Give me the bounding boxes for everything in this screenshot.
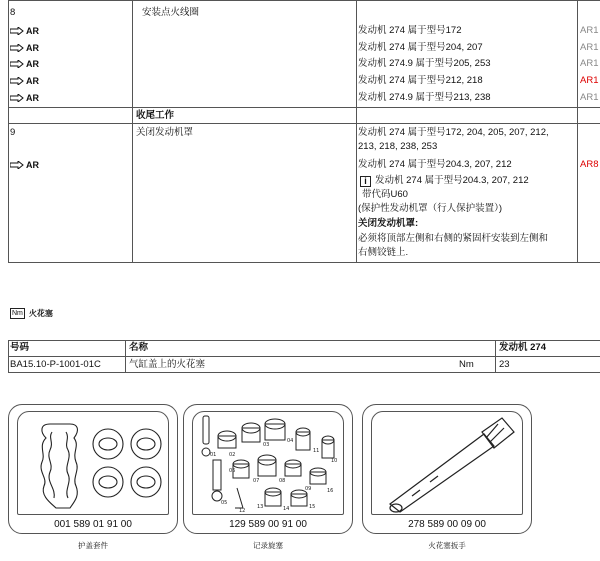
svg-text:04: 04 [287, 438, 294, 444]
table-rule [8, 107, 600, 108]
svg-text:02: 02 [229, 452, 236, 458]
torque-code-link[interactable]: BA15.10-P-1001-01C [10, 359, 101, 370]
info-icon: i [360, 176, 371, 187]
table-divider [356, 0, 357, 262]
ar-reference-tag [10, 59, 39, 69]
pointing-hand-icon [10, 60, 24, 68]
svg-text:15: 15 [309, 504, 316, 510]
table-border [8, 340, 9, 373]
note-text: 必须将顶部左侧和右侧的紧固杆安装到左侧和 [358, 233, 549, 244]
table-divider [132, 0, 133, 262]
ar-reference-tag [10, 160, 39, 170]
ar-document-link[interactable]: AR1 [580, 42, 599, 53]
ar-label: AR [26, 43, 39, 53]
ar-document-link[interactable]: AR1 [580, 58, 599, 69]
ar-document-link[interactable]: AR1 [580, 75, 599, 86]
section-header: 收尾工作 [136, 110, 175, 121]
table-rule [8, 123, 600, 124]
torque-title-text: 火花塞 [28, 309, 53, 318]
table-border [8, 0, 9, 262]
tool-caption: 火花塞扳手 [428, 541, 466, 550]
pointing-hand-icon [10, 77, 24, 85]
svg-text:05: 05 [221, 500, 228, 506]
svg-text:12: 12 [239, 508, 246, 514]
pointing-hand-icon [10, 27, 24, 35]
torque-section-title [10, 308, 53, 319]
engine-model-text: 发动机 274 属于型号172 [358, 25, 462, 36]
code-note: 带代码U60 [362, 189, 408, 200]
step-title: 安装点火线圈 [142, 7, 200, 18]
table-rule [8, 0, 600, 1]
column-header-code: 号码 [10, 342, 30, 353]
tool-part-number: 278 589 00 09 00 [408, 519, 486, 530]
plug-set-icon [193, 412, 344, 515]
tool-card-cover-set[interactable] [8, 404, 178, 534]
svg-text:01: 01 [210, 452, 217, 458]
engine-model-text: 发动机 274.9 属于型号213, 238 [358, 92, 491, 103]
step-title: 关闭发动机罩 [136, 127, 194, 138]
ar-document-link[interactable]: AR8 [580, 159, 599, 170]
svg-text:11: 11 [313, 448, 320, 454]
ar-reference-tag [10, 43, 39, 53]
tool-image-frame [371, 411, 523, 515]
table-rule [8, 356, 600, 357]
step-number: 9 [10, 127, 16, 138]
info-note-text: 发动机 274 属于型号204.3, 207, 212 [375, 175, 529, 186]
ar-reference-tag [10, 76, 39, 86]
pointing-hand-icon [10, 94, 24, 102]
tool-caption: 护盖套件 [78, 541, 108, 550]
tool-image-frame [17, 411, 169, 515]
ar-label: AR [26, 76, 39, 86]
work-step-table [8, 0, 600, 262]
svg-text:10: 10 [331, 458, 338, 464]
table-divider [125, 340, 126, 373]
tool-part-number: 001 589 01 91 00 [54, 519, 132, 530]
svg-text:16: 16 [327, 488, 334, 494]
table-rule [8, 372, 600, 373]
torque-item-name: 气缸盖上的火花塞 [129, 359, 206, 370]
engine-model-text: 213, 218, 238, 253 [358, 141, 438, 152]
info-note [360, 175, 529, 187]
ar-label: AR [26, 26, 39, 36]
ar-label: AR [26, 160, 39, 170]
cover-set-icon [18, 412, 169, 515]
tool-part-number: 129 589 00 91 00 [229, 519, 307, 530]
svg-text:03: 03 [263, 442, 270, 448]
svg-text:14: 14 [283, 506, 290, 512]
paren-note: (保护性发动机罩（行人保护装置）) [358, 203, 503, 214]
pointing-hand-icon [10, 161, 24, 169]
engine-model-text: 发动机 274 属于型号172, 204, 205, 207, 212, [358, 127, 549, 138]
tool-card-plug-set[interactable] [183, 404, 353, 534]
note-text: 右侧铰链上. [358, 247, 409, 258]
torque-unit: Nm [459, 359, 474, 370]
tool-image-frame [192, 411, 344, 515]
column-header-engine: 发动机 274 [499, 342, 546, 353]
step-number: 8 [10, 7, 16, 18]
torque-value: 23 [499, 359, 510, 370]
table-divider [495, 340, 496, 373]
svg-text:07: 07 [253, 478, 260, 484]
svg-text:08: 08 [279, 478, 286, 484]
ar-label: AR [26, 59, 39, 69]
ar-document-link[interactable]: AR1 [580, 92, 599, 103]
note-title: 关闭发动机罩: [358, 218, 419, 229]
tool-card-spark-plug-wrench[interactable] [362, 404, 532, 534]
svg-text:06: 06 [229, 468, 236, 474]
table-rule [8, 262, 600, 263]
ar-document-link[interactable]: AR1 [580, 25, 599, 36]
svg-text:13: 13 [257, 504, 264, 510]
torque-icon: Nm [12, 310, 23, 317]
table-divider [577, 0, 578, 262]
ar-reference-tag [10, 93, 39, 103]
engine-model-text: 发动机 274.9 属于型号205, 253 [358, 58, 491, 69]
engine-model-text: 发动机 274 属于型号204, 207 [358, 42, 483, 53]
tool-caption: 记录旋塞 [253, 541, 283, 550]
spark-plug-wrench-icon [372, 412, 523, 515]
svg-text:09: 09 [305, 486, 312, 492]
column-header-name: 名称 [129, 342, 149, 353]
pointing-hand-icon [10, 44, 24, 52]
ar-label: AR [26, 93, 39, 103]
engine-model-text: 发动机 274 属于型号204.3, 207, 212 [358, 159, 512, 170]
engine-model-text: 发动机 274 属于型号212, 218 [358, 75, 483, 86]
ar-reference-tag [10, 26, 39, 36]
table-rule [8, 340, 600, 341]
